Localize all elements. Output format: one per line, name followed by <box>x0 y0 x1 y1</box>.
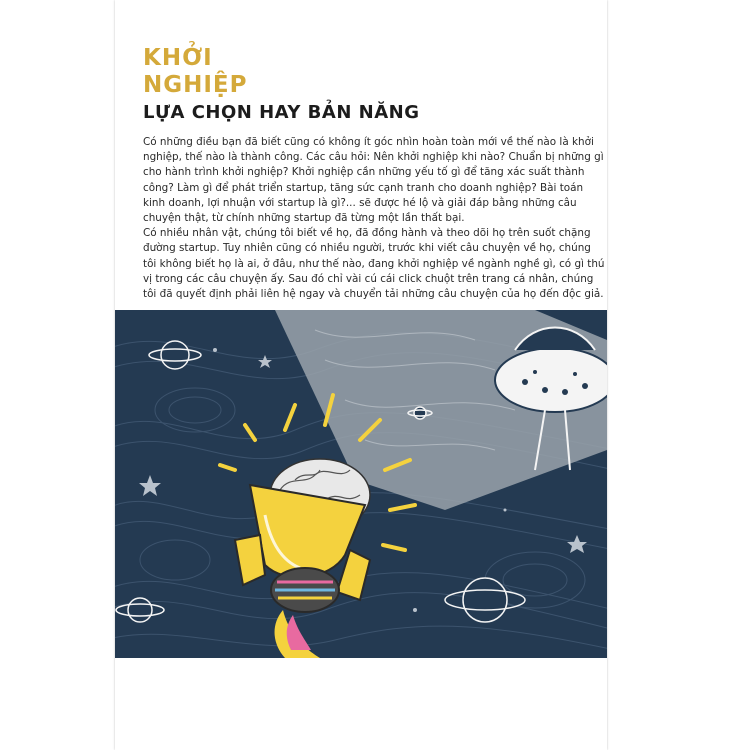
space-scene <box>115 310 607 658</box>
body-text <box>143 135 605 302</box>
space-illustration <box>115 310 607 658</box>
page-subtitle: LỰA CHỌN HAY BẢN NĂNG <box>143 102 420 123</box>
page-title <box>143 45 443 99</box>
paragraph-1: Có những điều bạn đã biết cũng có không ít góc nhìn hoàn toàn mới về thế nào là khởi nghiệp, thế nào là thành công. Các câu hỏi: Nên khởi nghiệp khi nào? Chuẩn bị những gì cho hành trình khởi nghiệp? Khởi nghiệp cần những yếu tố gì để tăng xác suất thành công? Làm gì để phát triển startup, tăng sức cạnh tranh cho doanh nghiệp? Bài toán kinh doanh, lợi nhuận với startup là gì?... sẽ được hé lộ và giải đáp bằng những câu chuyện thật, từ chính những startup đã từng một lần thất bại. <box>143 136 604 225</box>
title-line-2: NGHIỆP <box>143 72 248 98</box>
paragraph-2: Có nhiều nhân vật, chúng tôi biết về họ, đã đồng hành và theo dõi họ trên suốt chặng đường startup. Tuy nhiên cũng có nhiều người, trước khi viết câu chuyện về họ, chúng tôi không biết họ là ai, ở đâu, như thế nào, đang khởi nghiệp về ngành nghề gì, có gì thú vị trong các câu chuyện ấy. Sau đó chỉ vài cú cái click chuột trên trang cá nhân, chúng tôi đã quyết định phải liên hệ ngay và chuyển tải những câu chuyện của họ đến độc giả. <box>143 227 605 301</box>
title-line-1: KHỞI <box>143 45 213 71</box>
